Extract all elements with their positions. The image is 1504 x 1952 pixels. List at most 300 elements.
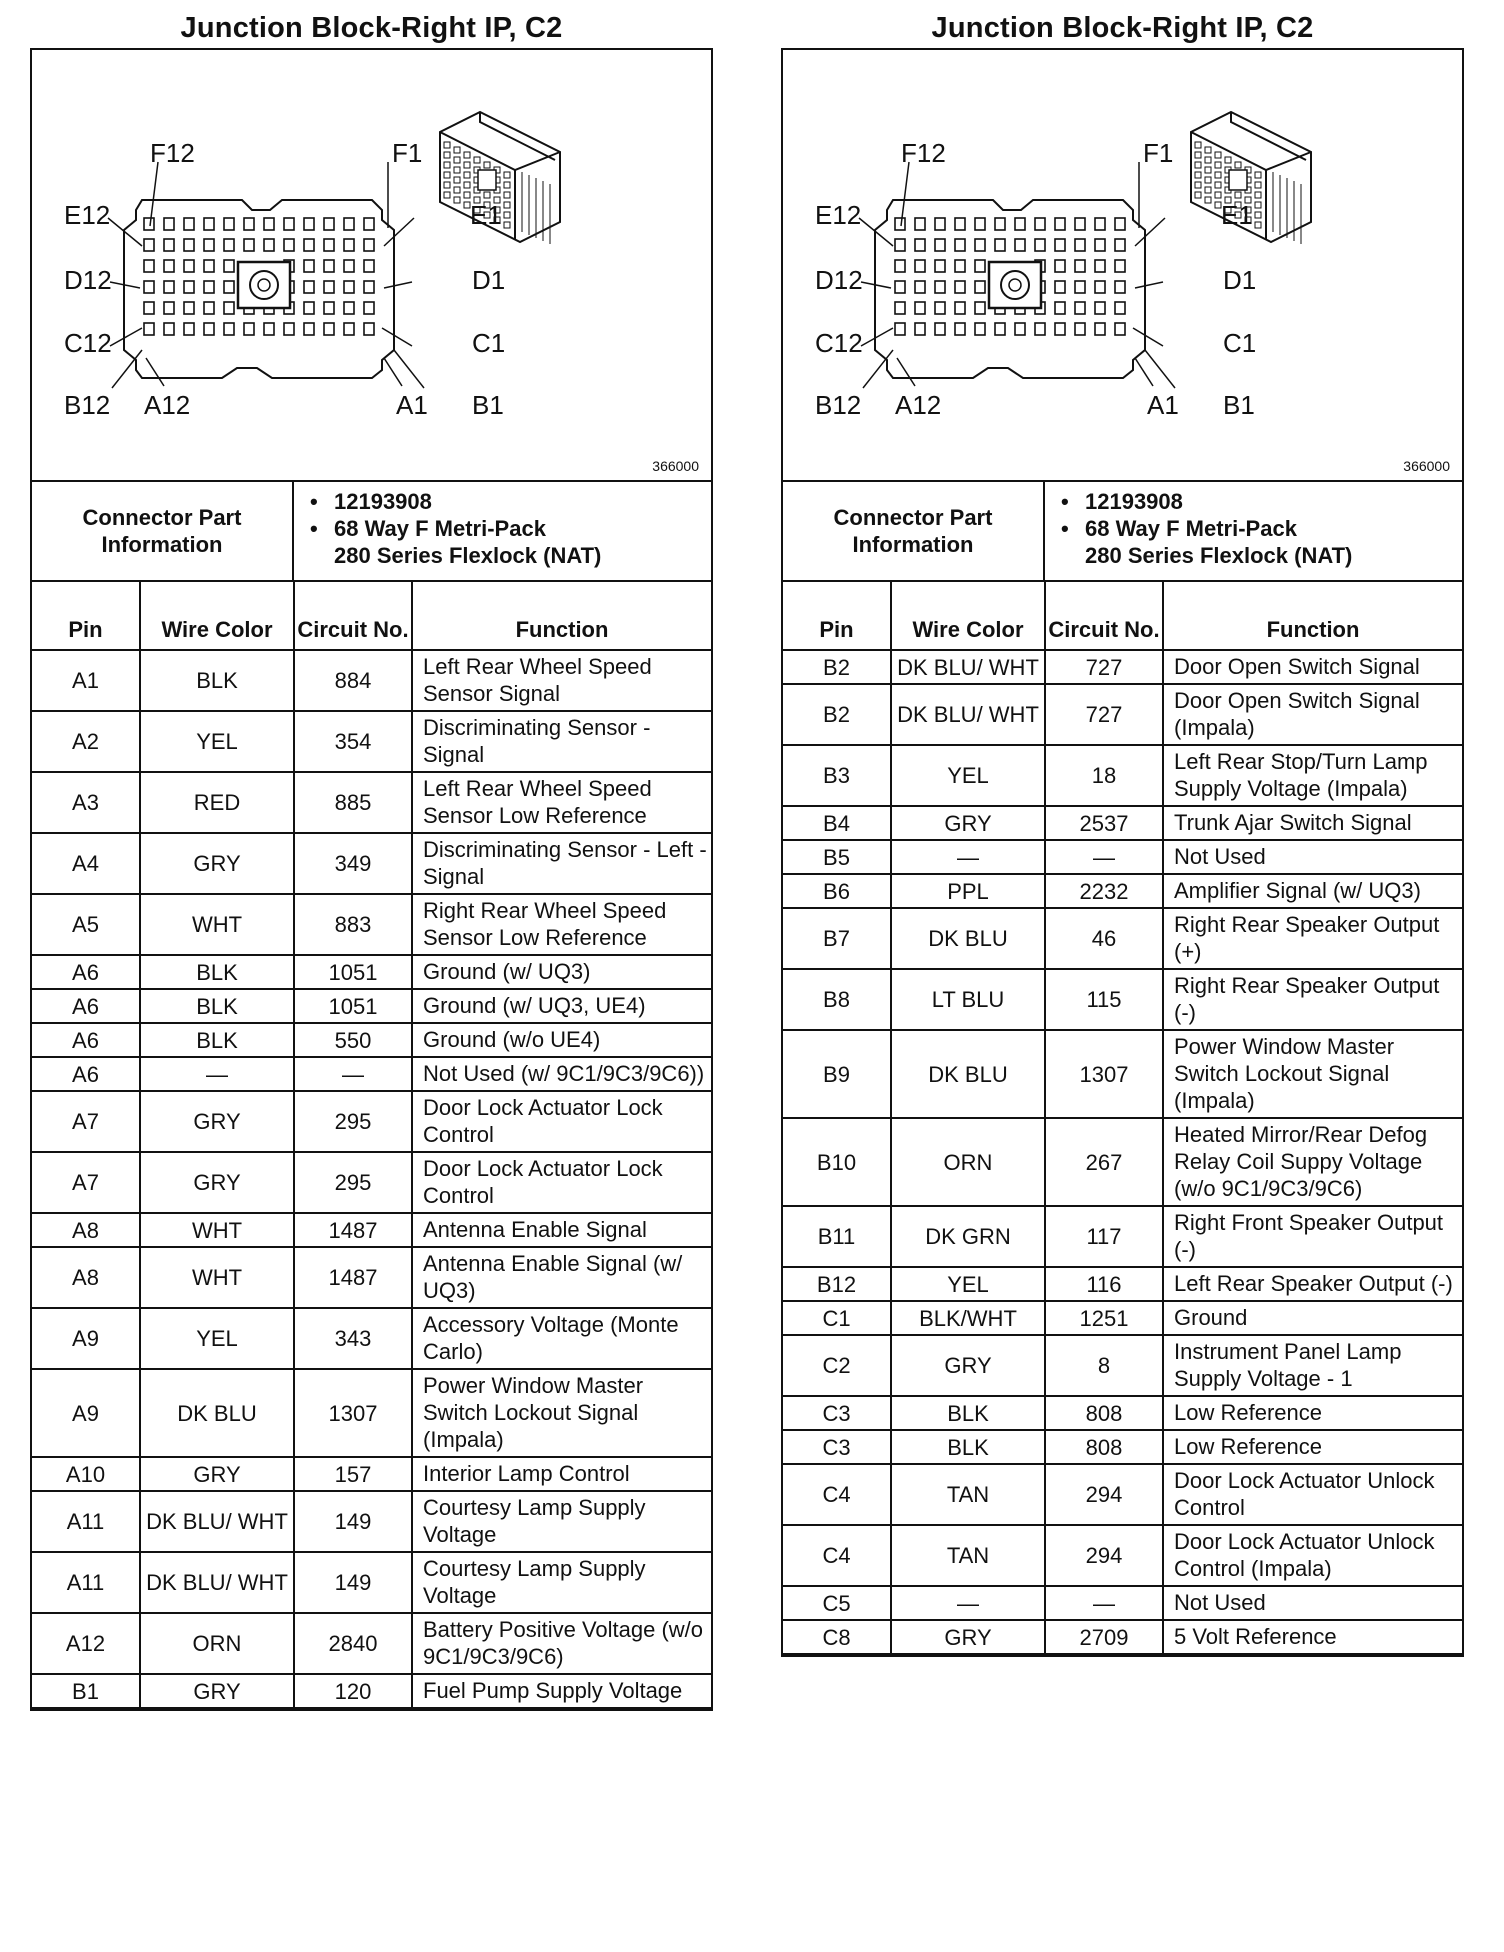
pin-cavity	[1075, 260, 1085, 272]
table-row	[783, 1464, 1462, 1525]
function-cell: Courtesy Lamp Supply Voltage	[412, 1552, 711, 1613]
wire-color-cell: BLK/WHT	[891, 1301, 1045, 1335]
pin-cavity	[1115, 239, 1125, 251]
iso-cavity	[474, 157, 480, 163]
pin-cell: B9	[783, 1030, 891, 1118]
label-b1: B1	[472, 390, 504, 420]
pin-cell: A6	[32, 989, 140, 1023]
circuit-cell: 550	[294, 1023, 412, 1057]
table-row	[783, 1118, 1462, 1206]
pin-cavity	[1035, 218, 1045, 230]
wire-color-cell: ORN	[891, 1118, 1045, 1206]
pin-cell: B1	[32, 1674, 140, 1708]
iso-cavity	[484, 162, 490, 168]
iso-cavity	[504, 182, 510, 188]
pin-cavity	[184, 260, 194, 272]
iso-cavity	[504, 192, 510, 198]
function-cell: Door Open Switch Signal	[1163, 650, 1462, 684]
pin-cavity	[244, 239, 254, 251]
pin-cavity	[264, 323, 274, 335]
iso-cavity	[1215, 162, 1221, 168]
function-cell: Fuel Pump Supply Voltage	[412, 1674, 711, 1708]
wire-color-cell: GRY	[891, 1620, 1045, 1654]
table-row	[32, 1057, 711, 1091]
iso-cavity	[504, 212, 510, 218]
right-panel	[781, 8, 1464, 1657]
pin-cell: B6	[783, 874, 891, 908]
pinout-table	[783, 582, 1462, 1655]
wire-color-cell: DK BLU	[891, 1030, 1045, 1118]
pin-cavity	[935, 302, 945, 314]
pin-cavity	[1035, 239, 1045, 251]
pin-cavity	[975, 281, 985, 293]
iso-latch	[1229, 170, 1247, 190]
circuit-cell: 727	[1045, 684, 1163, 745]
iso-cavity	[504, 222, 510, 228]
pin-cavity	[915, 260, 925, 272]
pin-cell: C3	[783, 1396, 891, 1430]
label-d12: D12	[815, 265, 863, 295]
label-f1: F1	[1143, 138, 1174, 168]
pin-cavity	[1095, 302, 1105, 314]
pin-cavity	[224, 323, 234, 335]
wire-color-cell: DK GRN	[891, 1206, 1045, 1267]
function-cell: Heated Mirror/Rear Defog Relay Coil Suppy Voltage (w/o 9C1/9C3/9C6)	[1163, 1118, 1462, 1206]
circuit-cell: 295	[294, 1091, 412, 1152]
pin-cavity	[184, 218, 194, 230]
circuit-cell: 883	[294, 894, 412, 955]
pin-cavity	[1115, 218, 1125, 230]
table-row	[783, 650, 1462, 684]
leader-line	[901, 162, 909, 226]
pin-cavity	[224, 218, 234, 230]
pin-cavity	[304, 302, 314, 314]
pin-cavity	[164, 239, 174, 251]
pin-cell: B5	[783, 840, 891, 874]
wire-color-cell: GRY	[140, 1152, 294, 1213]
pin-cavity	[304, 323, 314, 335]
wire-color-cell: YEL	[140, 1308, 294, 1369]
pin-cavity	[995, 218, 1005, 230]
pin-cell: A4	[32, 833, 140, 894]
label-b12: B12	[815, 390, 862, 420]
connector-frame	[781, 48, 1464, 1657]
leader-line	[1135, 358, 1153, 386]
pin-cell: A5	[32, 894, 140, 955]
circuit-cell: 808	[1045, 1430, 1163, 1464]
pin-cavity	[1075, 218, 1085, 230]
label-d1: D1	[472, 265, 506, 295]
function-cell: Low Reference	[1163, 1396, 1462, 1430]
leader-line	[897, 358, 915, 386]
pin-cavity	[895, 239, 905, 251]
pin-cavity	[324, 239, 334, 251]
pin-cavity	[144, 218, 154, 230]
pin-cavity	[184, 302, 194, 314]
function-cell: Amplifier Signal (w/ UQ3)	[1163, 874, 1462, 908]
pin-cavity	[304, 260, 314, 272]
circuit-cell: 294	[1045, 1525, 1163, 1586]
pin-cavity	[344, 323, 354, 335]
table-row	[783, 1525, 1462, 1586]
circuit-cell: 2537	[1045, 806, 1163, 840]
pin-cavity	[1115, 302, 1125, 314]
pin-cell: B7	[783, 908, 891, 969]
label-a12: A12	[144, 390, 191, 420]
table-row	[783, 1396, 1462, 1430]
pin-cavity	[1095, 323, 1105, 335]
pin-cavity	[1075, 281, 1085, 293]
pinout-table	[32, 582, 711, 1709]
pin-cavity	[1095, 218, 1105, 230]
circuit-cell: 884	[294, 650, 412, 711]
pin-cavity	[1115, 281, 1125, 293]
circuit-cell: 885	[294, 772, 412, 833]
function-cell: Ground	[1163, 1301, 1462, 1335]
table-row	[32, 1613, 711, 1674]
function-cell: Door Lock Actuator Lock Control	[412, 1091, 711, 1152]
iso-cavity	[444, 192, 450, 198]
pin-cavity	[324, 302, 334, 314]
iso-cavity	[1205, 177, 1211, 183]
pin-cavity	[895, 281, 905, 293]
wire-color-cell: GRY	[891, 1335, 1045, 1396]
table-row	[32, 1213, 711, 1247]
connector-type: • 68 Way F Metri-Pack	[1085, 515, 1462, 542]
pin-cavity	[364, 218, 374, 230]
iso-cavity	[454, 167, 460, 173]
function-cell: Trunk Ajar Switch Signal	[1163, 806, 1462, 840]
table-row	[783, 745, 1462, 806]
pin-cavity	[344, 281, 354, 293]
pin-cell: A8	[32, 1213, 140, 1247]
pin-cavity	[1075, 302, 1085, 314]
table-row	[32, 1308, 711, 1369]
table-row	[783, 840, 1462, 874]
leader-line	[382, 328, 412, 346]
iso-cavity	[1215, 182, 1221, 188]
circuit-cell: 8	[1045, 1335, 1163, 1396]
iso-cavity	[1195, 152, 1201, 158]
center-latch	[989, 262, 1041, 308]
circuit-cell: 343	[294, 1308, 412, 1369]
pin-cavity	[975, 218, 985, 230]
pin-cavity	[144, 323, 154, 335]
iso-cavity	[444, 172, 450, 178]
leader-line	[1145, 350, 1175, 388]
pin-cavity	[1015, 239, 1025, 251]
pin-cavity	[935, 239, 945, 251]
pin-cavity	[204, 323, 214, 335]
wire-color-cell: BLK	[891, 1430, 1045, 1464]
pin-cavity	[1075, 239, 1085, 251]
wire-color-cell: PPL	[891, 874, 1045, 908]
pin-cavity	[975, 302, 985, 314]
pin-cavity	[224, 260, 234, 272]
iso-cavity	[1205, 147, 1211, 153]
pin-cavity	[304, 281, 314, 293]
circuit-cell: 1051	[294, 955, 412, 989]
function-cell: Not Used	[1163, 1586, 1462, 1620]
table-row	[32, 1552, 711, 1613]
function-cell: Not Used	[1163, 840, 1462, 874]
pin-cell: B4	[783, 806, 891, 840]
pin-cavity	[935, 218, 945, 230]
table-row	[32, 1247, 711, 1308]
iso-cavity	[444, 152, 450, 158]
iso-cavity	[1225, 157, 1231, 163]
connector-part-info	[783, 482, 1462, 582]
table-row	[32, 955, 711, 989]
circuit-cell: 115	[1045, 969, 1163, 1030]
table-row	[783, 1430, 1462, 1464]
iso-cavity	[454, 177, 460, 183]
pin-cavity	[364, 323, 374, 335]
function-cell: Discriminating Sensor - Left - Signal	[412, 833, 711, 894]
iso-cavity	[1255, 172, 1261, 178]
pin-cavity	[364, 239, 374, 251]
pin-cavity	[364, 302, 374, 314]
wire-color-cell: WHT	[140, 1247, 294, 1308]
pin-cavity	[204, 302, 214, 314]
function-cell: Power Window Master Switch Lockout Signal (Impala)	[412, 1369, 711, 1457]
circuit-cell: 116	[1045, 1267, 1163, 1301]
pin-cell: B3	[783, 745, 891, 806]
function-cell: Battery Positive Voltage (w/o 9C1/9C3/9C6)	[412, 1613, 711, 1674]
iso-cavity	[444, 182, 450, 188]
label-f1: F1	[392, 138, 423, 168]
pin-cell: C4	[783, 1464, 891, 1525]
pin-cavity	[995, 323, 1005, 335]
function-cell: Left Rear Wheel Speed Sensor Signal	[412, 650, 711, 711]
table-row	[32, 1023, 711, 1057]
label-e12: E12	[815, 200, 862, 230]
table-row	[32, 833, 711, 894]
wire-color-cell: YEL	[891, 745, 1045, 806]
pin-cavity	[915, 239, 925, 251]
iso-cavity	[454, 147, 460, 153]
pin-cavity	[324, 218, 334, 230]
wire-color-cell: GRY	[140, 1091, 294, 1152]
pin-cell: A6	[32, 1057, 140, 1091]
table-row	[783, 908, 1462, 969]
pin-cavity	[1055, 218, 1065, 230]
pin-cell: A6	[32, 1023, 140, 1057]
pin-cavity	[164, 302, 174, 314]
pin-cell: A8	[32, 1247, 140, 1308]
pin-cavity	[244, 218, 254, 230]
pin-cavity	[915, 302, 925, 314]
iso-cavity	[1205, 157, 1211, 163]
figure-number: 366000	[1403, 458, 1450, 474]
function-cell: Ground (w/ UQ3, UE4)	[412, 989, 711, 1023]
pin-cell: C5	[783, 1586, 891, 1620]
pin-cavity	[144, 239, 154, 251]
pin-cavity	[204, 260, 214, 272]
wire-color-cell: DK BLU/ WHT	[891, 650, 1045, 684]
wire-color-cell: GRY	[140, 833, 294, 894]
circuit-cell: 1487	[294, 1213, 412, 1247]
function-cell: Ground (w/ UQ3)	[412, 955, 711, 989]
pin-cavity	[304, 239, 314, 251]
label-c1: C1	[1223, 328, 1257, 358]
iso-cavity	[1235, 162, 1241, 168]
part-number: • 12193908	[1085, 488, 1462, 515]
table-row	[32, 1091, 711, 1152]
function-cell: Low Reference	[1163, 1430, 1462, 1464]
function-cell: Door Lock Actuator Lock Control	[412, 1152, 711, 1213]
pin-cavity	[935, 260, 945, 272]
pin-cell: B2	[783, 650, 891, 684]
table-row	[32, 650, 711, 711]
label-f12: F12	[901, 138, 946, 168]
iso-cavity	[1255, 222, 1261, 228]
pin-cavity	[284, 218, 294, 230]
wire-color-cell: BLK	[140, 1023, 294, 1057]
iso-cavity	[464, 192, 470, 198]
wire-color-cell: DK BLU	[891, 908, 1045, 969]
iso-cavity	[1205, 167, 1211, 173]
pin-cavity	[915, 218, 925, 230]
function-cell: Antenna Enable Signal	[412, 1213, 711, 1247]
connector-frame	[30, 48, 713, 1711]
circuit-cell: 1251	[1045, 1301, 1163, 1335]
iso-cavity	[1195, 142, 1201, 148]
pin-cavity	[1075, 323, 1085, 335]
table-row	[32, 1369, 711, 1457]
pin-cavity	[955, 281, 965, 293]
wire-color-cell: BLK	[891, 1396, 1045, 1430]
pin-cavity	[935, 281, 945, 293]
circuit-cell: —	[1045, 1586, 1163, 1620]
connector-part-info	[32, 482, 711, 582]
iso-cavity	[464, 152, 470, 158]
pin-cavity	[895, 218, 905, 230]
iso-latch	[478, 170, 496, 190]
iso-cavity	[1255, 192, 1261, 198]
pin-cell: A2	[32, 711, 140, 772]
wire-color-cell: —	[891, 840, 1045, 874]
connector-diagram	[32, 50, 711, 482]
table-row	[783, 1206, 1462, 1267]
pin-cavity	[324, 323, 334, 335]
label-a12: A12	[895, 390, 942, 420]
leader-line	[110, 328, 142, 346]
iso-cavity	[1215, 152, 1221, 158]
label-c12: C12	[815, 328, 863, 358]
pin-cell: A7	[32, 1152, 140, 1213]
pin-cavity	[184, 323, 194, 335]
pin-cavity	[344, 260, 354, 272]
center-latch	[238, 262, 290, 308]
table-row	[783, 684, 1462, 745]
circuit-cell: 349	[294, 833, 412, 894]
pin-cavity	[1035, 323, 1045, 335]
pin-cavity	[1055, 302, 1065, 314]
circuit-cell: 1051	[294, 989, 412, 1023]
wire-color-cell: —	[140, 1057, 294, 1091]
pin-cell: B10	[783, 1118, 891, 1206]
pin-cell: A6	[32, 955, 140, 989]
pin-cavity	[284, 239, 294, 251]
wire-color-cell: GRY	[891, 806, 1045, 840]
wire-color-cell: WHT	[140, 894, 294, 955]
leader-line	[1135, 282, 1163, 288]
table-row	[783, 1620, 1462, 1654]
connector-type: • 68 Way F Metri-Pack	[334, 515, 711, 542]
circuit-cell: 157	[294, 1457, 412, 1491]
label-f12: F12	[150, 138, 195, 168]
pin-cavity	[975, 323, 985, 335]
pin-cavity	[144, 260, 154, 272]
wire-color-cell: BLK	[140, 989, 294, 1023]
connector-face-drawing	[783, 50, 1462, 482]
table-row	[32, 989, 711, 1023]
function-cell: Left Rear Wheel Speed Sensor Low Reference	[412, 772, 711, 833]
table-row	[783, 1030, 1462, 1118]
pin-cavity	[164, 218, 174, 230]
pin-cavity	[1055, 281, 1065, 293]
iso-cavity	[1215, 172, 1221, 178]
wire-color-cell: WHT	[140, 1213, 294, 1247]
pin-cavity	[955, 323, 965, 335]
pin-cavity	[895, 302, 905, 314]
iso-cavity	[1255, 212, 1261, 218]
circuit-cell: 149	[294, 1491, 412, 1552]
label-e12: E12	[64, 200, 111, 230]
iso-cavity	[1195, 192, 1201, 198]
header-function: Function	[1163, 582, 1462, 650]
connector-part-label: Connector Part Information	[32, 482, 294, 580]
label-a1: A1	[1147, 390, 1179, 420]
circuit-cell: 354	[294, 711, 412, 772]
label-d1: D1	[1223, 265, 1257, 295]
wire-color-cell: BLK	[140, 650, 294, 711]
header-pin: Pin	[783, 582, 891, 650]
pin-cell: C2	[783, 1335, 891, 1396]
table-row	[32, 1674, 711, 1708]
table-row	[32, 1457, 711, 1491]
pin-cavity	[164, 260, 174, 272]
header-function: Function	[412, 582, 711, 650]
circuit-cell: 294	[1045, 1464, 1163, 1525]
wire-color-cell: —	[891, 1586, 1045, 1620]
function-cell: Discriminating Sensor - Signal	[412, 711, 711, 772]
wire-color-cell: RED	[140, 772, 294, 833]
connector-part-label: Connector Part Information	[783, 482, 1045, 580]
iso-cavity	[444, 142, 450, 148]
circuit-cell: 727	[1045, 650, 1163, 684]
leader-line	[384, 282, 412, 288]
wire-color-cell: GRY	[140, 1674, 294, 1708]
pin-cavity	[284, 323, 294, 335]
function-cell: Ground (w/o UE4)	[412, 1023, 711, 1057]
circuit-cell: —	[294, 1057, 412, 1091]
wire-color-cell: DK BLU	[140, 1369, 294, 1457]
pin-cavity	[1055, 323, 1065, 335]
iso-cavity	[1195, 172, 1201, 178]
leader-line	[112, 350, 142, 388]
function-cell: Power Window Master Switch Lockout Signal (Impala)	[1163, 1030, 1462, 1118]
circuit-cell: 808	[1045, 1396, 1163, 1430]
header-pin: Pin	[32, 582, 140, 650]
leader-line	[394, 350, 424, 388]
pin-cavity	[324, 281, 334, 293]
circuit-cell: 295	[294, 1152, 412, 1213]
iso-cavity	[454, 157, 460, 163]
pin-cavity	[204, 239, 214, 251]
panel-title: Junction Block-Right IP, C2	[180, 12, 563, 44]
